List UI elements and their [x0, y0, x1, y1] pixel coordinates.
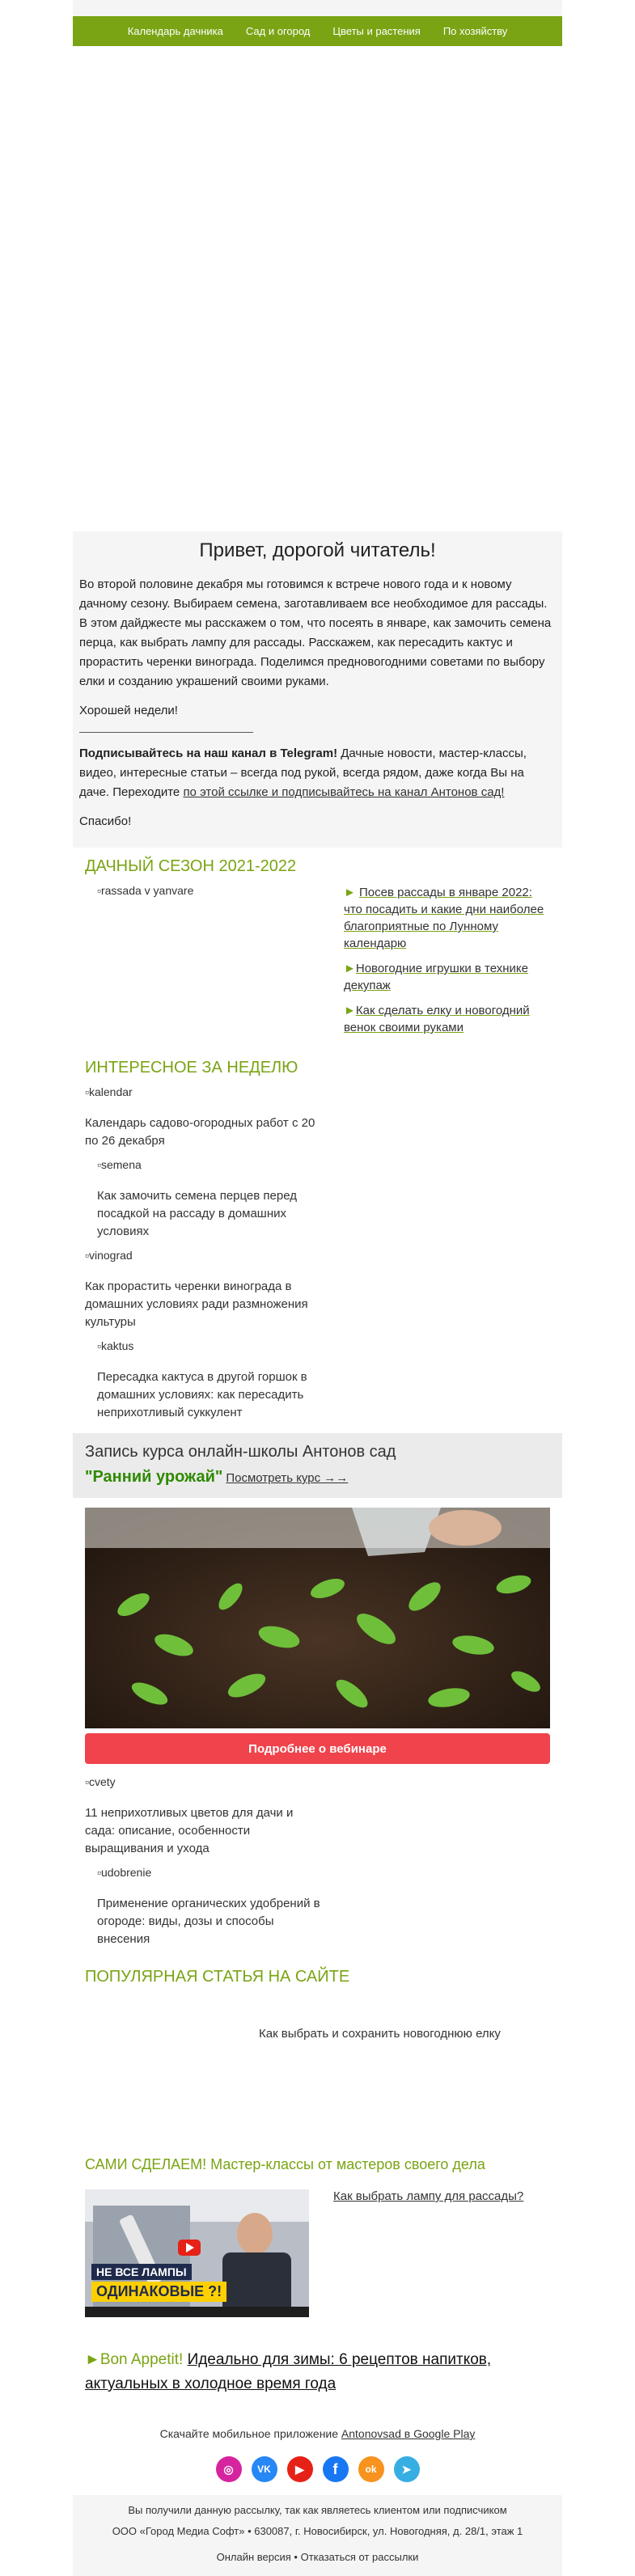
season-links [328, 884, 550, 1044]
course-link[interactable]: Посмотреть курс →→ [226, 1471, 349, 1485]
week-item-text: Как прорастить черенки винограда в домашних условиях ради размножения культуры [85, 1280, 308, 1329]
greeting-wish: Хорошей недели! [79, 704, 178, 717]
footer-sep: • [290, 2551, 301, 2563]
week-image: ▫vinograd [85, 1249, 133, 1262]
more-item-text: 11 неприхотливых цветов для дачи и сада: описание, особенности выращивания и ухода [85, 1806, 294, 1855]
week-item[interactable] [85, 1085, 317, 1150]
thanks-text: Спасибо! [79, 814, 132, 828]
course-banner [73, 1433, 562, 1498]
top-strip [73, 0, 562, 16]
week-item-text: Календарь садово-огородных работ с 20 по 26 декабря [85, 1116, 315, 1148]
telegram-heading: Подписывайтесь на наш канал в Telegram! [79, 747, 338, 760]
greeting-text: Во второй половине декабря мы готовимся к встрече нового года и к новому дачному сезону. Выбираем семена, заготавливаем все необходимое для рассады. В этом дайджесте мы расскажем о том, что посеять в январе, как замочить семена перца, как выбрать лампу для рассады. Расскажем, как пересадить кактус и прорастить черенки винограда. Поделимся предновогодними советами по выбору елки и созданию украшений своими руками. [79, 577, 552, 688]
arrow-icon: ► [344, 1004, 356, 1017]
more-item[interactable] [85, 1775, 317, 1858]
telegram-icon[interactable]: ➤ [394, 2456, 420, 2482]
week-image: ▫kaktus [97, 1339, 134, 1352]
list-item [344, 1002, 550, 1036]
list-item [344, 884, 550, 952]
season-link-1[interactable]: Посев рассады в январе 2022: что посадить и какие дни наиболее благоприятные по Лунному календарю [344, 886, 544, 950]
video-text-1: НЕ ВСЕ ЛАМПЫ [91, 2264, 192, 2280]
odnoklassniki-icon[interactable]: ok [358, 2456, 384, 2482]
hero-banner [73, 46, 562, 531]
webinar-button[interactable]: Подробнее о вебинаре [85, 1733, 550, 1764]
more-grid [73, 1775, 562, 1956]
popular-title: ПОПУЛЯРНАЯ СТАТЬЯ НА САЙТЕ [85, 1968, 350, 1986]
season-link-3[interactable]: Как сделать елку и новогодний венок своими руками [344, 1004, 530, 1034]
greeting-block [73, 531, 562, 848]
arrow-icon: ► [344, 962, 356, 975]
video-caption [91, 2264, 226, 2302]
sami-title: САМИ СДЕЛАЕМ! Мастер-классы от мастеров своего дела [85, 2156, 485, 2172]
video-text-2: ОДИНАКОВЫЕ ?! [91, 2282, 226, 2302]
week-item-text: Как замочить семена перцев перед посадкой на рассаду в домашних условиях [97, 1189, 297, 1238]
app-link[interactable]: Antonovsad в Google Play [341, 2427, 476, 2440]
week-image: ▫kalendar [85, 1085, 133, 1098]
seedlings-photo[interactable] [85, 1508, 550, 1728]
facebook-icon[interactable]: f [323, 2456, 349, 2482]
divider [79, 732, 253, 733]
telegram-text: Дачные новости, мастер-классы, видео, интересные статьи – всегда под рукой, всегда рядом, даже когда Вы на даче. Переходите [79, 747, 527, 799]
footer-line-1: Вы получили данную рассылку, так как являетесь клиентом или подписчиком [128, 2504, 507, 2516]
season-title: ДАЧНЫЙ СЕЗОН 2021-2022 [85, 857, 297, 875]
app-text: Скачайте мобильное приложение [159, 2427, 341, 2440]
week-title: ИНТЕРЕСНОЕ ЗА НЕДЕЛЮ [85, 1059, 298, 1077]
image-alt: cvety [88, 1775, 116, 1788]
list-item [344, 960, 550, 994]
season-image-alt: rassada v yanvare [100, 884, 194, 897]
app-promo [73, 2427, 562, 2440]
week-item[interactable] [97, 1339, 329, 1422]
week-grid [73, 1085, 562, 1430]
bon-link[interactable]: Идеально для зимы: 6 рецептов напитков, актуальных в холодное время года [85, 2351, 492, 2392]
more-image: ▫cvety [85, 1775, 116, 1788]
more-image: ▫udobrenie [97, 1866, 152, 1879]
course-name: "Ранний урожай" [85, 1468, 223, 1486]
nav-flowers[interactable]: Цветы и растения [332, 25, 421, 37]
week-item[interactable] [85, 1249, 317, 1331]
top-nav [73, 16, 562, 46]
vk-icon[interactable]: VK [252, 2456, 277, 2482]
season-section [73, 884, 562, 1044]
lamp-link[interactable]: Как выбрать лампу для рассады? [333, 2189, 524, 2203]
popular-block [73, 1994, 562, 2156]
image-alt: kaktus [100, 1339, 134, 1352]
season-link-2[interactable]: Новогодние игрушки в технике декупаж [344, 962, 529, 992]
week-image: ▫semena [97, 1158, 142, 1171]
course-line: Запись курса онлайн-школы Антонов сад [85, 1443, 396, 1461]
video-thumbnail[interactable] [85, 2189, 309, 2317]
seedlings-illustration [85, 1508, 550, 1728]
youtube-icon[interactable]: ▶ [287, 2456, 313, 2482]
popular-article[interactable]: Как выбрать и сохранить новогоднюю елку [259, 2027, 501, 2041]
email-container [73, 0, 562, 2576]
telegram-link[interactable]: по этой ссылке и подписывайтесь на канал Антонов сад! [183, 785, 505, 799]
telegram-paragraph [79, 744, 556, 802]
broken-image-icon: ▫ [97, 884, 101, 897]
week-item[interactable] [97, 1158, 329, 1241]
week-item-text: Пересадка кактуса в другой горшок в домашних условиях: как пересадить неприхотливый суккулент [97, 1370, 307, 1419]
bon-appetit [85, 2348, 550, 2396]
course-line-2 [85, 1468, 550, 1487]
image-alt: udobrenie [100, 1866, 152, 1879]
greeting-title: Привет, дорогой читатель! [199, 539, 436, 561]
arrow-icon: ► [344, 886, 360, 899]
nav-calendar[interactable]: Календарь дачника [127, 25, 223, 37]
image-alt: vinograd [88, 1249, 133, 1262]
video-row [73, 2189, 562, 2317]
unsubscribe-link[interactable]: Отказаться от рассылки [300, 2551, 419, 2563]
bon-label: Bon Appetit! [99, 2351, 184, 2368]
nav-household[interactable]: По хозяйству [442, 25, 508, 37]
instagram-icon[interactable]: ◎ [216, 2456, 242, 2482]
more-item-text: Применение органических удобрений в огороде: виды, дозы и способы внесения [97, 1897, 320, 1946]
footer-links [81, 2547, 554, 2568]
image-alt: semena [100, 1158, 142, 1171]
online-version-link[interactable]: Онлайн версия [216, 2551, 291, 2563]
social-icons [73, 2456, 562, 2482]
arrow-icon: ► [85, 2351, 100, 2368]
season-image[interactable] [85, 884, 328, 1038]
footer-line-2: ООО «Город Медиа Софт» • 630087, г. Новосибирск, ул. Новогодняя, д. 28/1, этаж 1 [112, 2525, 523, 2537]
more-item[interactable] [97, 1866, 329, 1948]
image-alt: kalendar [88, 1085, 133, 1098]
nav-garden[interactable]: Сад и огород [245, 25, 311, 37]
footer [73, 2495, 562, 2576]
